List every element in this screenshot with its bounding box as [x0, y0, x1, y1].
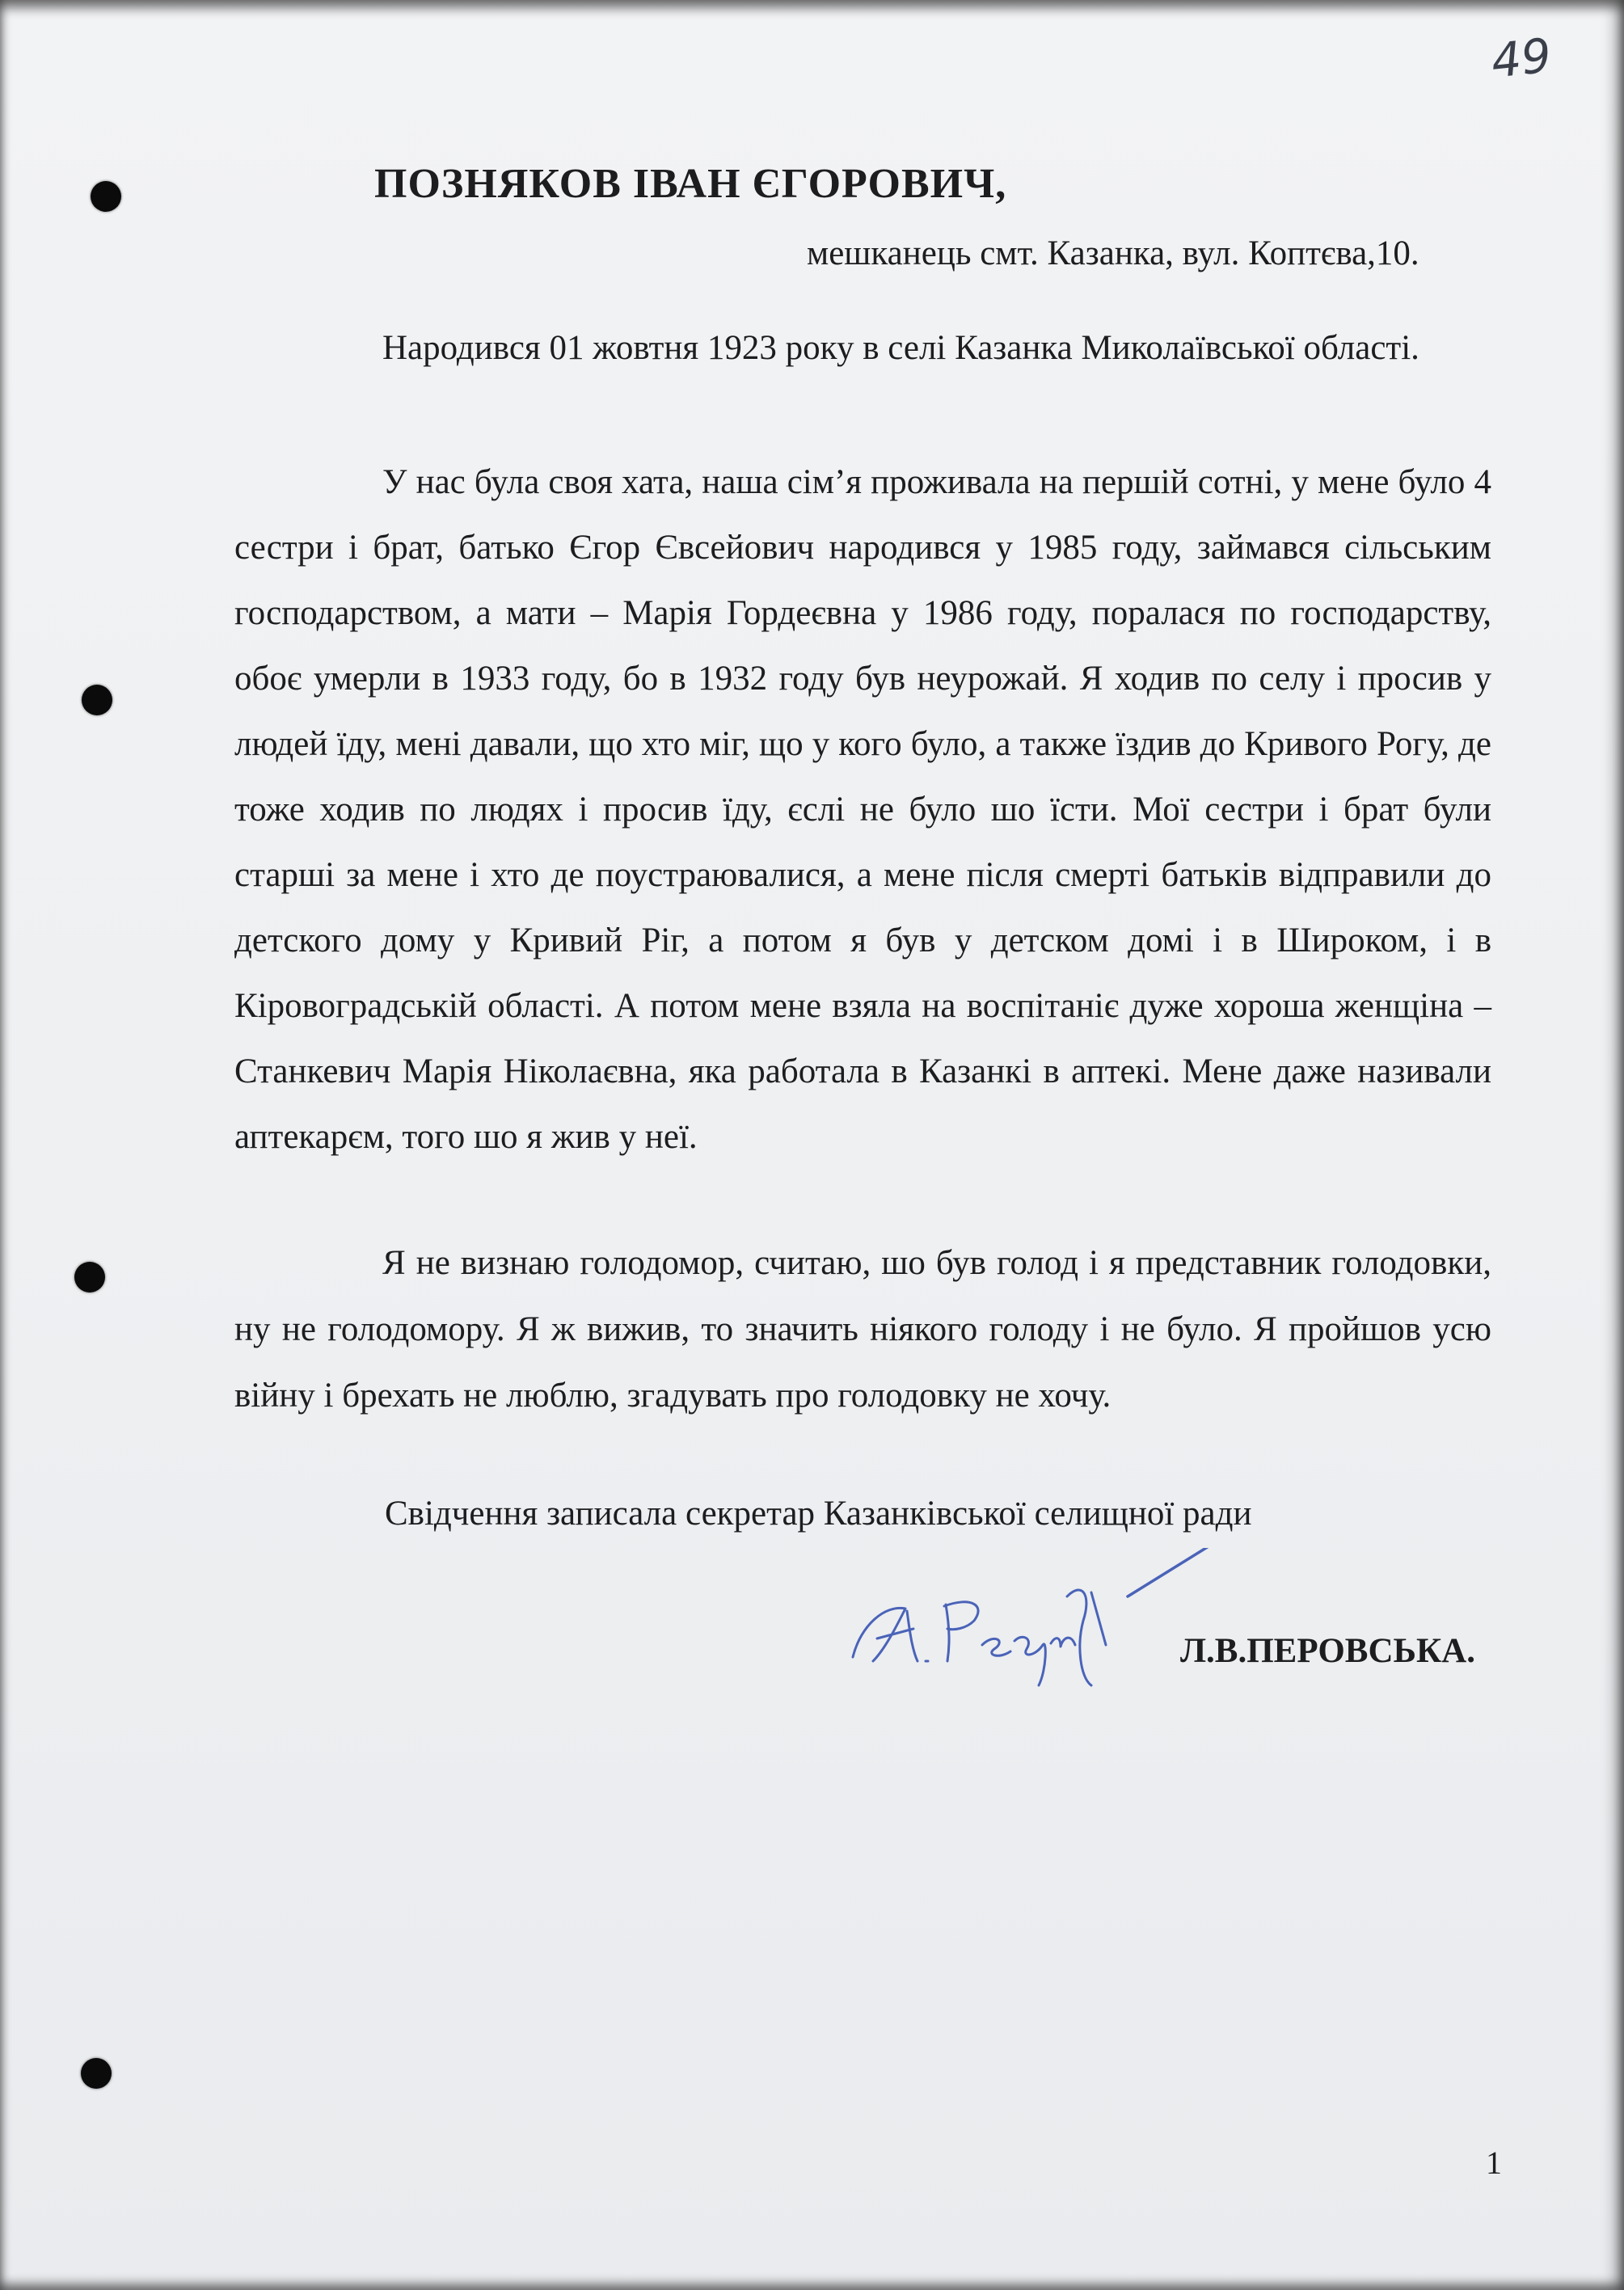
handwritten-signature: [849, 1548, 1229, 1702]
signer-name: Л.В.ПЕРОВСЬКА.: [1180, 1632, 1475, 1670]
paragraph-birth: Народився 01 жовтня 1923 року в селі Казанка Миколаївської області.: [382, 329, 1419, 367]
page-number: 1: [1486, 2145, 1502, 2181]
page-title: ПОЗНЯКОВ ІВАН ЄГОРОВИЧ,: [374, 161, 1007, 207]
punch-hole: [81, 2058, 112, 2089]
recorded-by-line: Свідчення записала секретар Казанківської селищної ради: [385, 1495, 1252, 1533]
punch-hole: [82, 685, 112, 715]
punch-hole: [74, 1262, 105, 1293]
residence-line: мешканець смт. Казанка, вул. Коптєва,10.: [807, 234, 1419, 272]
punch-hole: [91, 181, 121, 212]
paragraph-statement: Я не визнаю голодомор, считаю, шо був голод і я представник голодовки, ну не голодомору. Я ж вижив, то значить ніякого голоду і не було. Я пройшов усю війну і брехать не люблю, згадувать про голодовку не хочу.: [234, 1244, 1491, 1415]
archive-page-number: 49: [1488, 27, 1554, 89]
paragraph-family: У нас була своя хата, наша сім’я проживала на першій сотні, у мене було 4 сестри і брат, батько Єгор Євсейович народився у 1985 году, займався сільським господарством, а мати – Марія Гордеєвна у 1986 году, поралася по господарству, обоє умерли в 1933 году, бо в 1932 году був неурожай. Я ходив по селу і просив у людей їду, мені давали, що хто міг, що у кого було, а также їздив до Кривого Рогу, де тоже ходив по людях і просив їду, єслі не було шо їсти. Мої сестри і брат були старші за мене і хто де поустраювалися, а мене після смерті батьків відправили до детского дому у Кривий Ріг, а потом я був у детском домі і в Широком, і в Кіровоградській області. А потом мене взяла на воспітаніє дуже хороша женщіна – Станкевич Марія Ніколаєвна, яка работала в Казанкі в аптекі. Мене даже називали аптекарєм, того шо я жив у неї.: [234, 463, 1491, 1156]
